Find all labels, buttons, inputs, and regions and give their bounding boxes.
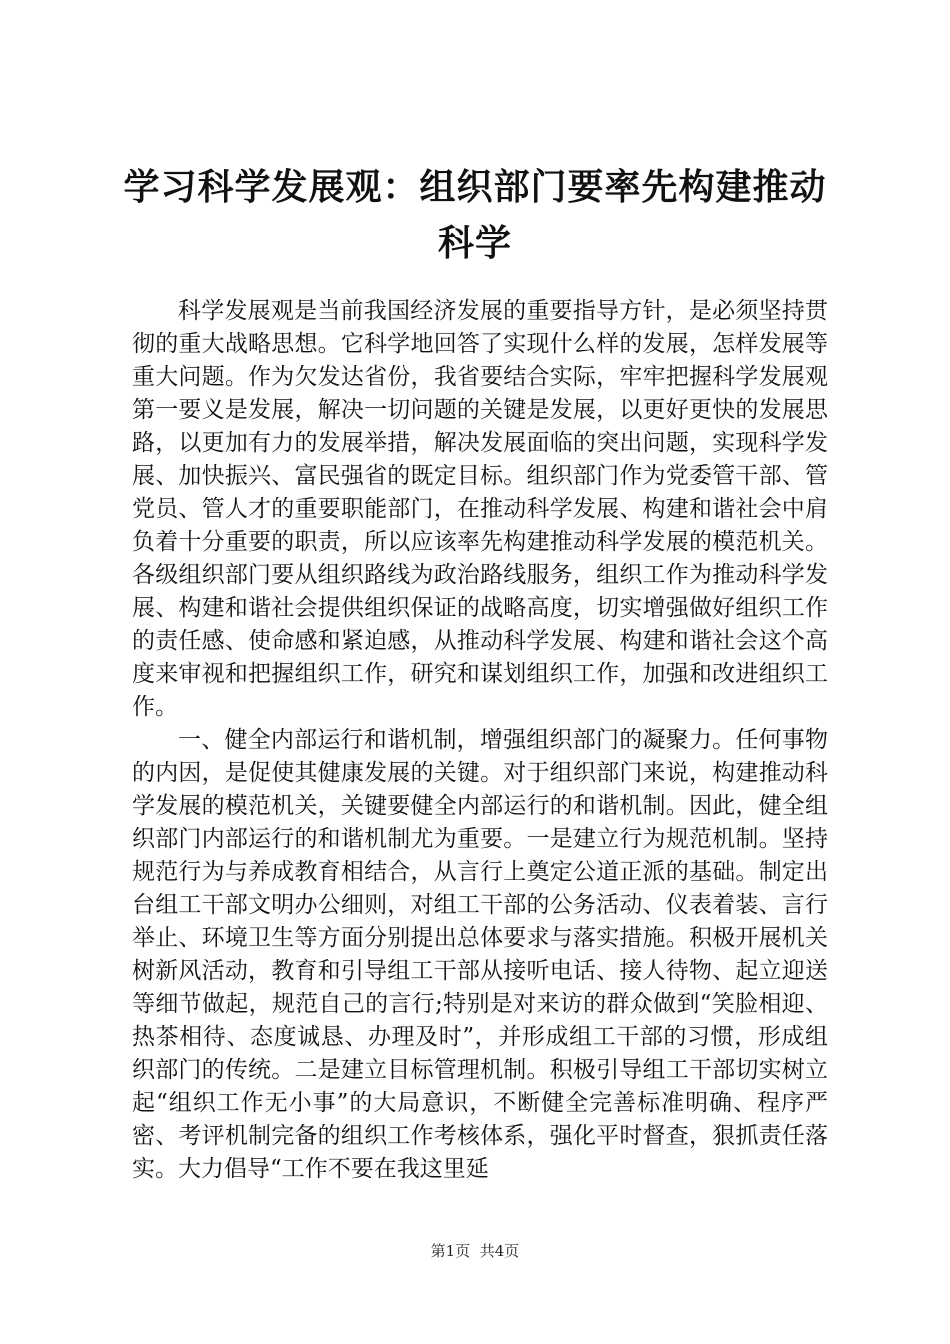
footer-separator [470, 1242, 480, 1260]
page-footer [0, 1241, 950, 1261]
page-number: 第1页 [430, 1242, 471, 1260]
paragraph-intro: 科学发展观是当前我国经济发展的重要指导方针，是必须坚持贯彻的重大战略思想。它科学地回答了实现什么样的发展，怎样发展等重大问题。作为欠发达省份，我省要结合实际，牢牢把握科学发展观第一要义是发展，解决一切问题的关键是发展，以更好更快的发展思路，以更加有力的发展举措，解决发展面临的突出问题，实现科学发展、加快振兴、富民强省的既定目标。组织部门作为党委管干部、管党员、管人才的重要职能部门，在推动科学发展、构建和谐社会中肩负着十分重要的职责，所以应该率先构建推动科学发展的模范机关。各级组织部门要从组织路线为政治路线服务，组织工作为推动科学发展、构建和谐社会提供组织保证的战略高度，切实增强做好组织工作的责任感、使命感和紧迫感，从推动科学发展、构建和谐社会这个高度来审视和把握组织工作，研究和谋划组织工作，加强和改进组织工作。 [132, 298, 828, 720]
page-total: 共4页 [479, 1242, 520, 1260]
document-body [132, 295, 828, 1186]
document-title: 学习科学发展观：组织部门要率先构建推动科学 [123, 167, 827, 264]
paragraph-section-one: 一、健全内部运行和谐机制，增强组织部门的凝聚力。任何事物的内因，是促使其健康发展的关键。对于组织部门来说，构建推动科学发展的模范机关，关键要健全内部运行的和谐机制。因此，健全组织部门内部运行的和谐机制尤为重要。一是建立行为规范机制。坚持规范行为与养成教育相结合，从言行上奠定公道正派的基础。制定出台组工干部文明办公细则，对组工干部的公务活动、仪表着装、言行举止、环境卫生等方面分别提出总体要求与落实措施。积极开展机关树新风活动，教育和引导组工干部从接听电话、接人待物、起立迎送等细节做起，规范自己的言行;特别是对来访的群众做到“笑脸相迎、热茶相待、态度诚恳、办理及时”，并形成组工干部的习惯，形成组织部门的传统。二是建立目标管理机制。积极引导组工干部切实树立起“组织工作无小事”的大局意识，不断健全完善标准明确、程序严密、考评机制完备的组织工作考核体系，强化平时督查，狠抓责任落实。大力倡导“工作不要在我这里延 [132, 727, 828, 1182]
